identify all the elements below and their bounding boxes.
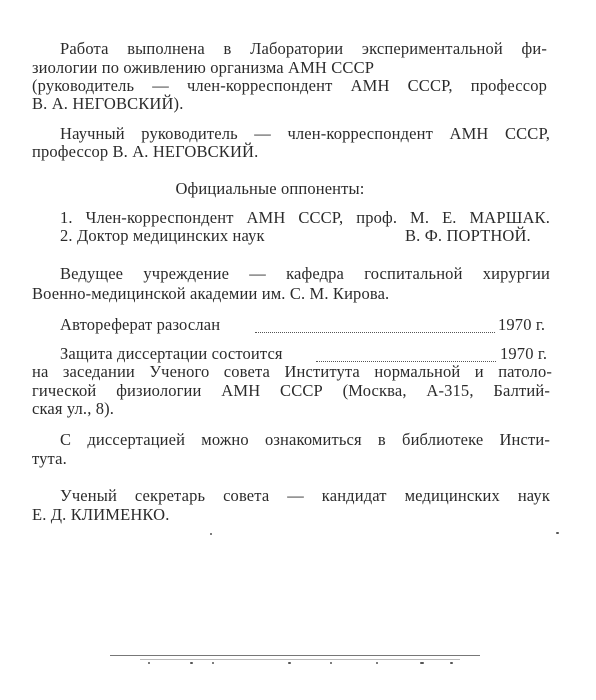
p1-line-2: зиологии по оживлению организма АМН СССР (32, 58, 375, 77)
footer-mark (376, 662, 378, 664)
p1-line-1: Работа выполнена в Лаборатории экспериментальной фи- (60, 39, 547, 58)
scan-speck (556, 532, 559, 534)
p5-line-3: гической физиологии АМН СССР (Москва, А-315, Балтий- (32, 381, 550, 400)
p3-line-2: Военно-медицинской академии им. С. М. Кирова. (32, 284, 390, 303)
footer-rule-2 (140, 659, 460, 660)
p5-year: 1970 г. (500, 344, 548, 363)
p4-year: 1970 г. (498, 315, 546, 334)
footer-mark (450, 662, 453, 664)
p5-date-blank (316, 349, 496, 362)
p7-line-1: Ученый секретарь совета — кандидат медицинских наук (60, 486, 550, 505)
opponent-1: 1. Член-корреспондент АМН СССР, проф. М. Е. МАРШАК. (60, 208, 550, 227)
p5-line-2: на заседании Ученого совета Института нормальной и патоло- (32, 362, 552, 381)
p3-line-1: Ведущее учреждение — кафедра госпитальной хирургии (60, 264, 550, 283)
opponents-title: Официальные оппоненты: (175, 179, 365, 198)
p1-line-3: (руководитель — член-корреспондент АМН СССР, профессор (32, 76, 547, 95)
scan-speck (210, 533, 212, 535)
p7-line-2: Е. Д. КЛИМЕНКО. (32, 505, 170, 524)
footer-mark (288, 662, 291, 664)
opponent-2-left: 2. Доктор медицинских наук (60, 226, 265, 245)
p5-first: Защита диссертации состоится (60, 344, 283, 363)
footer-rule (110, 655, 480, 656)
footer-mark (190, 662, 193, 664)
p6-line-2: тута. (32, 449, 67, 468)
p6-line-1: С диссертацией можно ознакомиться в библиотеке Инсти- (60, 430, 550, 449)
p2-line-2: профессор В. А. НЕГОВСКИЙ. (32, 142, 259, 161)
p2-line-1: Научный руководитель — член-корреспондент АМН СССР, (60, 124, 550, 143)
p1-line-4: В. А. НЕГОВСКИЙ). (32, 94, 184, 113)
footer-mark (148, 662, 150, 664)
p4-text: Автореферат разослан (60, 315, 221, 334)
footer-mark (420, 662, 424, 664)
opponent-2-right: В. Ф. ПОРТНОЙ. (405, 226, 531, 245)
p5-line-4: ская ул., 8). (32, 399, 115, 418)
p4-date-blank (255, 320, 495, 333)
footer-mark (330, 662, 332, 664)
footer-mark (212, 662, 214, 664)
